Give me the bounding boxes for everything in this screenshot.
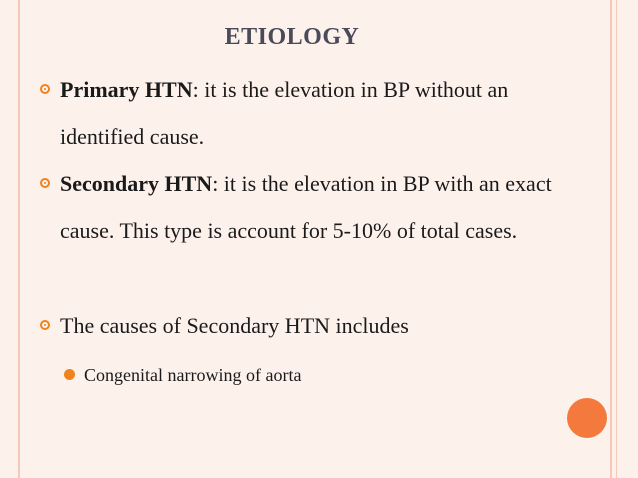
slide-title: ETIOLOGY bbox=[224, 24, 360, 50]
bullet-text: : it is the elevation in BP with an exact cause. This type is account for 5-10% of total cases. bbox=[60, 171, 552, 243]
bullet-circle-icon bbox=[40, 320, 50, 330]
bullet-term: Primary HTN bbox=[60, 77, 193, 102]
sub-bullet-text: Congenital narrowing of aorta bbox=[84, 365, 302, 385]
right-border-line bbox=[610, 0, 612, 478]
bullet-text: The causes of Secondary HTN includes bbox=[60, 313, 409, 338]
bullet-primary-htn bbox=[40, 66, 560, 160]
left-border-line bbox=[18, 0, 20, 478]
filled-dot-icon bbox=[64, 369, 75, 380]
bullet-secondary-htn bbox=[40, 160, 560, 254]
bullet-circle-icon bbox=[40, 178, 50, 188]
bullet-term: Secondary HTN bbox=[60, 171, 213, 196]
decorative-circle bbox=[567, 398, 607, 438]
bullet-text: : it is the elevation in BP without an identified cause. bbox=[60, 77, 509, 149]
sub-bullet bbox=[64, 360, 301, 390]
bullet-circle-icon bbox=[40, 84, 50, 94]
right-border-line-thin bbox=[616, 0, 617, 478]
bullet-causes bbox=[40, 302, 560, 349]
